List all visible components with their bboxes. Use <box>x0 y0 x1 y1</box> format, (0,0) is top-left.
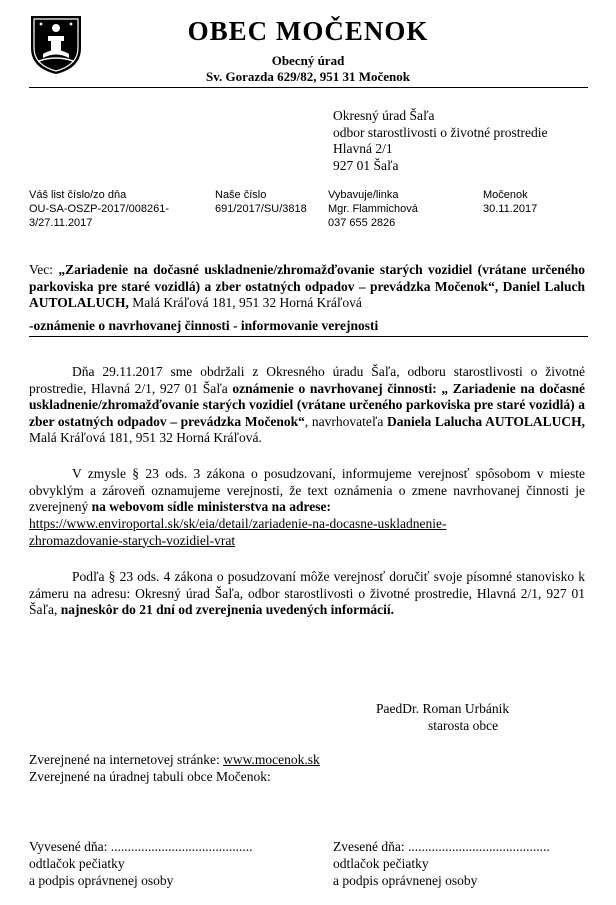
subject <box>29 262 585 312</box>
our-ref-value: 691/2017/SU/3818 <box>215 203 307 215</box>
place-label: Močenok <box>483 189 528 201</box>
posted-stamp-block <box>29 838 252 889</box>
signature-label: a podpis oprávnenej osoby <box>333 873 478 888</box>
board-label: Zverejnené na úradnej tabuli obce Močenok: <box>29 769 271 784</box>
text: Daniela Lalucha AUTOLALUCH, <box>387 413 585 429</box>
subject-address: Malá Kráľová 181, 951 32 Horná Kráľová <box>128 295 362 310</box>
stamp-label: odtlačok pečiatky <box>29 856 125 871</box>
your-ref-label: Váš list číslo/zo dňa <box>29 189 127 201</box>
text: Malá Kráľová 181, 951 32 Horná Kráľová. <box>29 430 262 445</box>
text: oznámenie o navrhovanej činnosti: „ Zariadenie na dočasné uskladnenie/zhromažďovanie starých vozidiel (vrátane určeného parkoviska pre staré vozidlá) a zber ostatných odpadov – prevádzka Močenok“ <box>29 380 585 429</box>
recipient-line: odbor starostlivosti o životné prostredie <box>333 124 548 140</box>
removed-date-line: Zvesené dňa: .......................................... <box>333 839 550 854</box>
recipient-line: Okresný úrad Šaľa <box>333 108 435 123</box>
text: V zmysle § 23 ods. 3 zákona o posudzovaní, informujeme verejnosť spôsobom v mieste obvyklým a zároveň oznamujeme verejnosti, že text oznámenia o zmene navrhovanej činnosti je zverejnený <box>29 466 585 514</box>
signature-label: a podpis oprávnenej osoby <box>29 873 174 888</box>
posted-date-line: Vyvesené dňa: .......................................... <box>29 839 253 854</box>
date-block <box>483 188 537 216</box>
stamp-label: odtlačok pečiatky <box>333 856 429 871</box>
recipient-line: Hlavná 2/1 <box>333 141 393 156</box>
text: Podľa § 23 ods. 4 zákona o posudzovaní môže verejnosť doručiť svoje písomné stanovisko k zámeru na adresu: Okresný úrad Šaľa, odbor starostlivosti o životné prostredie, Hlavná 2/1, 927 01 Šaľa, <box>29 569 585 617</box>
handled-phone: 037 655 2826 <box>328 217 396 229</box>
office-subtitle: Obecný úrad <box>271 53 345 68</box>
text: na webovom sídle ministerstva na adrese: <box>91 499 331 514</box>
our-ref-label: Naše číslo <box>215 189 267 201</box>
text: Dňa 29.11.2017 sme obdržali z Okresného úradu Šaľa, odboru starostlivosti o životné prostredie, Hlavná 2/1, 927 01 Šaľa <box>29 364 585 396</box>
body-paragraph-1 <box>29 364 585 447</box>
recipient-line: 927 01 Šaľa <box>333 157 399 173</box>
enviroportal-link[interactable]: https://www.enviroportal.sk/sk/eia/detail/zariadenie-na-docasne-uskladnenie- <box>29 516 447 531</box>
recipient-address <box>333 108 547 174</box>
removed-stamp-block <box>333 838 550 889</box>
handled-label: Vybavuje/linka <box>328 189 399 201</box>
signature-block <box>376 700 509 734</box>
header-divider <box>29 87 588 88</box>
web-label: Zverejnené na internetovej stránke: <box>29 752 224 767</box>
enviroportal-link[interactable]: zhromazdovanie-starych-vozidiel-vrat <box>29 532 236 548</box>
office-address: Sv. Gorazda 629/82, 951 31 Močenok <box>205 69 411 84</box>
text: najneskôr do 21 dní od zverejnenia uvedených informácií. <box>60 602 395 617</box>
subject-prefix: Vec: <box>29 262 59 277</box>
municipality-title: OBEC MOČENOK <box>187 16 429 46</box>
your-ref-block <box>29 188 169 230</box>
subject-title: „Zariadenie na dočasné uskladnenie/zhromažďovanie starých vozidiel (vrátane určeného parkoviska pre staré vozidlá) a zber ostatných odpadov – prevádzka Močenok“, Daniel Laluch AUTOLALUCH, <box>29 262 585 310</box>
subject-notice: -oznámenie o navrhovanej činnosti - informovanie verejnosti <box>29 318 379 333</box>
enviroportal-link-block <box>29 516 585 549</box>
body-paragraph-2 <box>29 466 585 516</box>
handled-name: Mgr. Flammichová <box>328 203 418 215</box>
signatory-role: starosta obce <box>428 718 499 733</box>
our-ref-block <box>215 188 307 216</box>
handled-by-block <box>328 188 418 230</box>
mocenok-website-link[interactable]: www.mocenok.sk <box>223 752 320 767</box>
signatory-name: PaedDr. Roman Urbánik <box>376 701 510 716</box>
your-ref-value: OU-SA-OSZP-2017/008261- <box>29 203 170 215</box>
your-ref-value: 3/27.11.2017 <box>29 217 93 229</box>
text: , navrhovateľa <box>304 413 387 429</box>
subject-divider <box>29 336 588 337</box>
letter-date: 30.11.2017 <box>483 203 538 215</box>
body-paragraph-3 <box>29 569 585 619</box>
publication-info <box>29 751 320 785</box>
